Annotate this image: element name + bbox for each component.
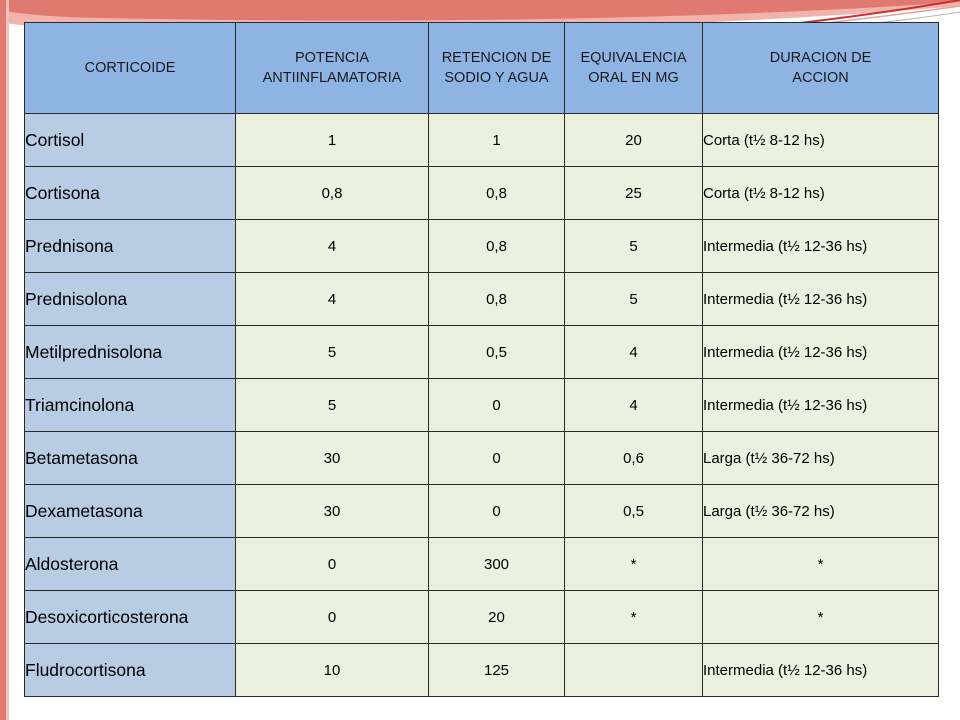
table-row	[25, 644, 939, 697]
slide-decoration-left	[0, 0, 14, 720]
cell-name: Dexametasona	[25, 485, 236, 538]
cell-retencion: 300	[429, 538, 565, 591]
cell-equivalencia: *	[565, 538, 703, 591]
cell-name: Desoxicorticosterona	[25, 591, 236, 644]
cell-equivalencia: 0,5	[565, 485, 703, 538]
cell-retencion: 0,8	[429, 167, 565, 220]
cell-name: Betametasona	[25, 432, 236, 485]
cell-potencia: 5	[236, 326, 429, 379]
table-row	[25, 432, 939, 485]
cell-duracion: Corta (t½ 8-12 hs)	[703, 114, 939, 167]
table-header-row	[25, 23, 939, 114]
cell-potencia: 4	[236, 273, 429, 326]
table-row	[25, 220, 939, 273]
cell-duracion: Intermedia (t½ 12-36 hs)	[703, 273, 939, 326]
cell-retencion: 0,5	[429, 326, 565, 379]
header-corticoide: CORTICOIDE	[25, 23, 236, 114]
cell-duracion: Intermedia (t½ 12-36 hs)	[703, 220, 939, 273]
cell-duracion: *	[703, 591, 939, 644]
cell-potencia: 1	[236, 114, 429, 167]
table-row	[25, 591, 939, 644]
cell-duracion: Larga (t½ 36-72 hs)	[703, 485, 939, 538]
cell-name: Metilprednisolona	[25, 326, 236, 379]
cell-retencion: 0	[429, 379, 565, 432]
cell-retencion: 1	[429, 114, 565, 167]
table-row	[25, 273, 939, 326]
cell-potencia: 30	[236, 432, 429, 485]
table-row	[25, 114, 939, 167]
table-row	[25, 485, 939, 538]
cell-name: Prednisolona	[25, 273, 236, 326]
cell-equivalencia: 5	[565, 273, 703, 326]
cell-name: Cortisol	[25, 114, 236, 167]
header-equivalencia: EQUIVALENCIA ORAL EN MG	[565, 23, 703, 114]
corticosteroid-table	[24, 22, 939, 697]
header-potencia: POTENCIA ANTIINFLAMATORIA	[236, 23, 429, 114]
cell-name: Fludrocortisona	[25, 644, 236, 697]
cell-potencia: 4	[236, 220, 429, 273]
cell-equivalencia	[565, 644, 703, 697]
cell-potencia: 30	[236, 485, 429, 538]
cell-retencion: 0,8	[429, 273, 565, 326]
cell-retencion: 0,8	[429, 220, 565, 273]
table-row	[25, 538, 939, 591]
cell-potencia: 0	[236, 538, 429, 591]
cell-equivalencia: 4	[565, 379, 703, 432]
cell-duracion: Intermedia (t½ 12-36 hs)	[703, 644, 939, 697]
header-duracion: DURACION DE ACCION	[703, 23, 939, 114]
cell-potencia: 0	[236, 591, 429, 644]
cell-potencia: 5	[236, 379, 429, 432]
cell-equivalencia: 20	[565, 114, 703, 167]
cell-name: Prednisona	[25, 220, 236, 273]
header-retencion: RETENCION DE SODIO Y AGUA	[429, 23, 565, 114]
table-row	[25, 167, 939, 220]
cell-duracion: Intermedia (t½ 12-36 hs)	[703, 326, 939, 379]
cell-duracion: Intermedia (t½ 12-36 hs)	[703, 379, 939, 432]
cell-equivalencia: *	[565, 591, 703, 644]
cell-duracion: Larga (t½ 36-72 hs)	[703, 432, 939, 485]
table-row	[25, 379, 939, 432]
cell-name: Cortisona	[25, 167, 236, 220]
cell-potencia: 0,8	[236, 167, 429, 220]
cell-retencion: 125	[429, 644, 565, 697]
cell-duracion: *	[703, 538, 939, 591]
cell-potencia: 10	[236, 644, 429, 697]
cell-equivalencia: 5	[565, 220, 703, 273]
cell-retencion: 0	[429, 485, 565, 538]
cell-retencion: 20	[429, 591, 565, 644]
cell-equivalencia: 25	[565, 167, 703, 220]
cell-duracion: Corta (t½ 8-12 hs)	[703, 167, 939, 220]
cell-equivalencia: 0,6	[565, 432, 703, 485]
table-row	[25, 326, 939, 379]
cell-retencion: 0	[429, 432, 565, 485]
cell-name: Aldosterona	[25, 538, 236, 591]
cell-name: Triamcinolona	[25, 379, 236, 432]
cell-equivalencia: 4	[565, 326, 703, 379]
